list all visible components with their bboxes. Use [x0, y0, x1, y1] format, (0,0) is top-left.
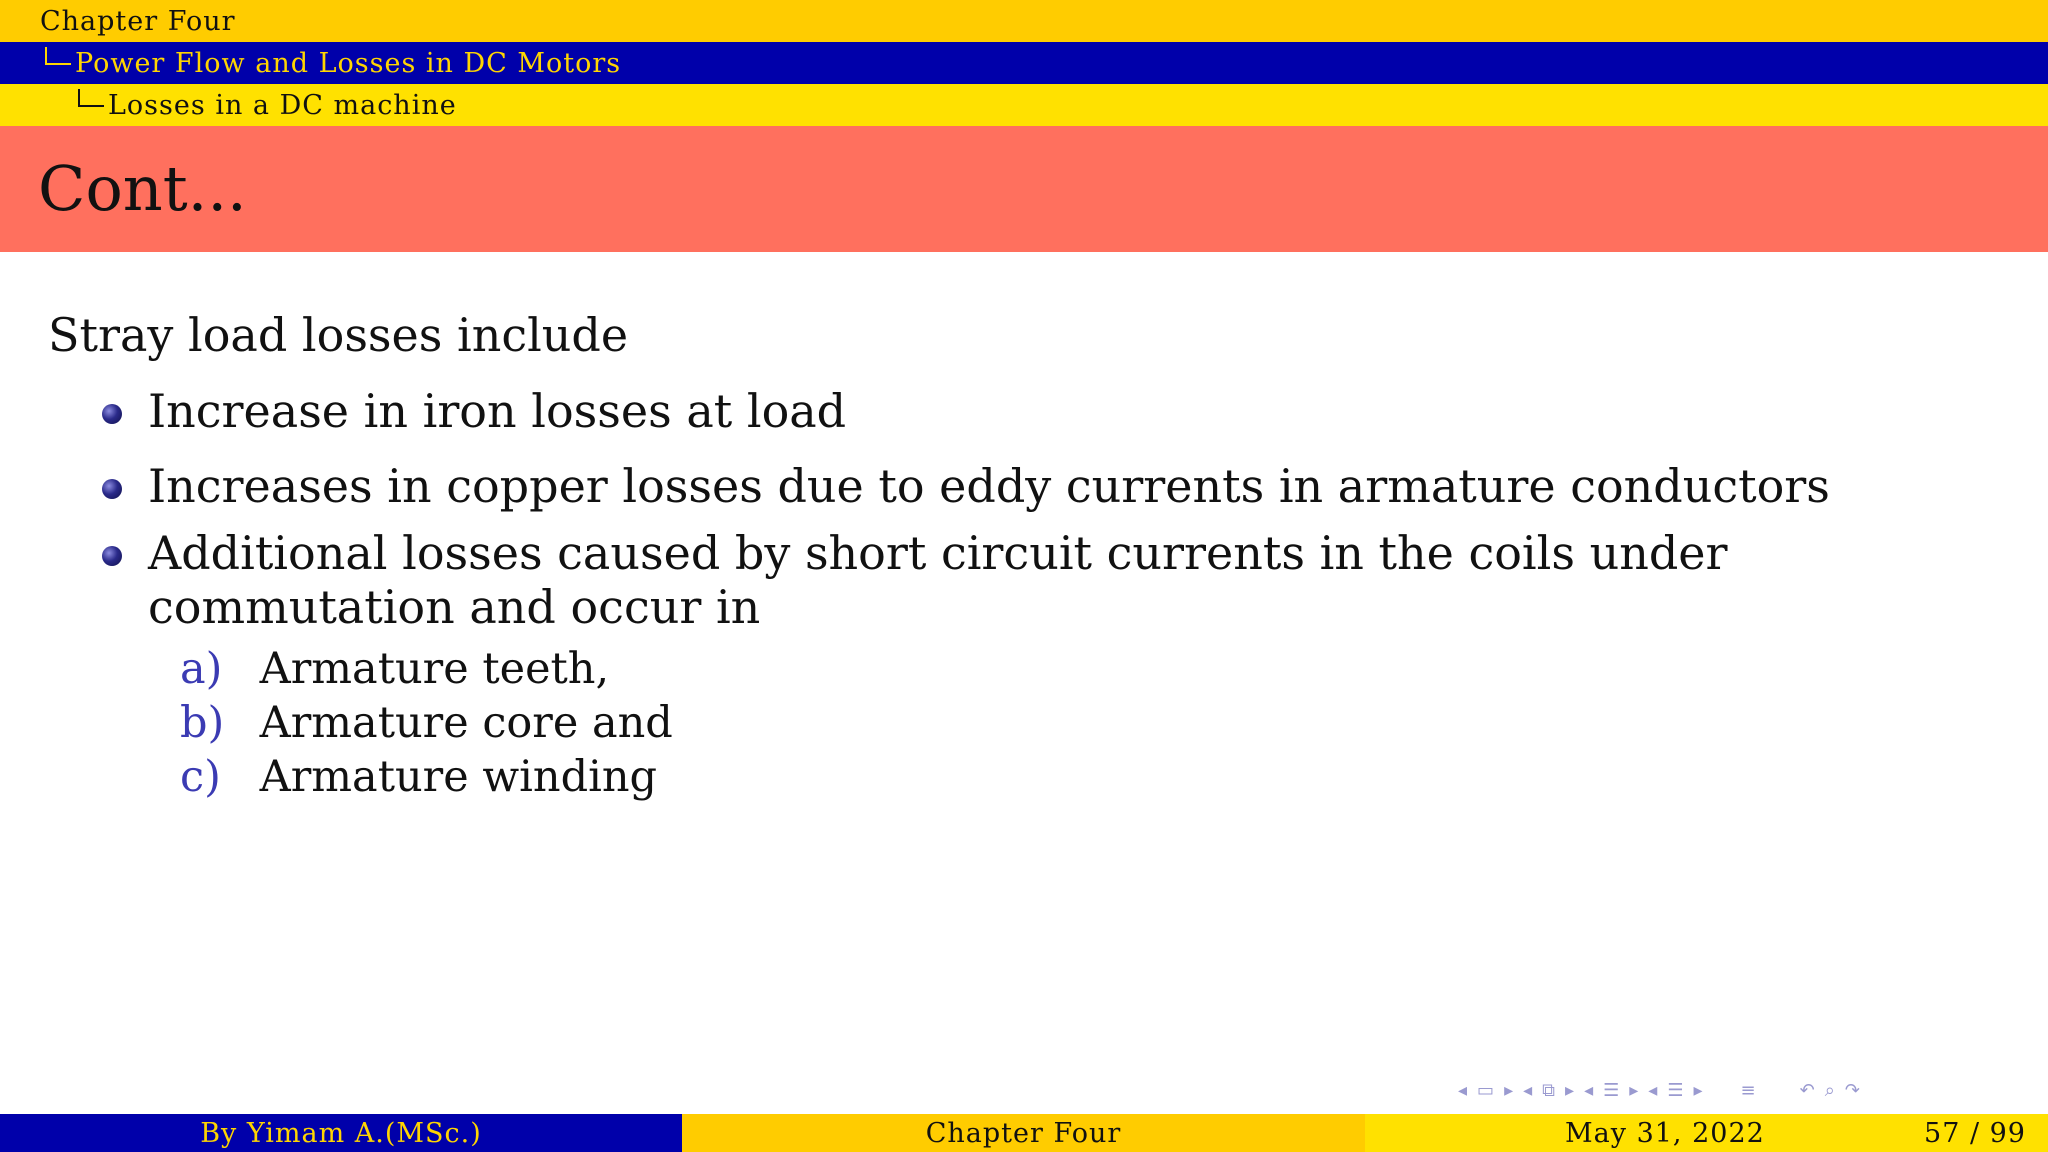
header-section-label: Power Flow and Losses in DC Motors	[75, 47, 622, 79]
footer-page-number: 57 / 99	[1924, 1117, 2026, 1149]
nav-search-icon[interactable]: ⌕	[1824, 1079, 1835, 1101]
sub-list-item	[180, 642, 609, 696]
footer-date: May 31, 2022	[1565, 1117, 1765, 1149]
header-subsection-bar[interactable]	[0, 84, 2048, 126]
nav-prev-icon[interactable]: ◂	[1458, 1079, 1468, 1101]
nav-subsection-icon[interactable]: ⧉	[1542, 1079, 1556, 1101]
tree-branch-icon	[45, 47, 71, 65]
nav-prev-icon[interactable]: ◂	[1648, 1079, 1658, 1101]
nav-frame-icon[interactable]: ▭	[1477, 1079, 1495, 1101]
nav-section-icon[interactable]: ☰	[1603, 1079, 1620, 1101]
intro-text: Stray load losses include	[48, 308, 629, 362]
nav-redo-icon[interactable]: ↷	[1844, 1079, 1860, 1101]
sub-list-text: Armature winding	[259, 752, 658, 802]
sub-list-enum: b)	[180, 698, 225, 748]
footer-title	[682, 1114, 1365, 1152]
header-subsection-label: Losses in a DC machine	[108, 89, 457, 121]
footer	[0, 1114, 2048, 1152]
bullet-item: Additional losses caused by short circuit currents in the coils under commutation and occur in	[148, 526, 1728, 634]
nav-document-icon[interactable]: ☰	[1667, 1079, 1684, 1101]
sub-list-enum: c)	[180, 752, 221, 802]
frame-title-bar	[0, 126, 2048, 252]
footer-author-text: By Yimam A.(MSc.)	[200, 1117, 482, 1149]
frame-title: Cont...	[38, 152, 247, 225]
bullet-item: Increases in copper losses due to eddy currents in armature conductors	[148, 459, 1830, 513]
sub-list-text: Armature core and	[259, 698, 673, 748]
header-chapter-label: Chapter Four	[40, 5, 236, 37]
nav-undo-icon[interactable]: ↶	[1799, 1079, 1815, 1101]
sub-list-item	[180, 750, 657, 804]
nav-next-icon[interactable]: ▸	[1504, 1079, 1514, 1101]
sub-list-enum: a)	[180, 644, 223, 694]
nav-next-icon[interactable]: ▸	[1565, 1079, 1575, 1101]
header-chapter-bar[interactable]	[0, 0, 2048, 42]
nav-next-icon[interactable]: ▸	[1693, 1079, 1703, 1101]
bullet-icon	[102, 479, 122, 499]
footer-title-text: Chapter Four	[925, 1117, 1122, 1149]
bullet-icon	[102, 404, 122, 424]
sub-list-item	[180, 696, 673, 750]
bullet-item: Increase in iron losses at load	[148, 384, 847, 438]
sub-list-text: Armature teeth,	[259, 644, 610, 694]
nav-align-icon[interactable]: ≡	[1740, 1079, 1756, 1101]
header-section-bar[interactable]	[0, 42, 2048, 84]
footer-date-page	[1365, 1114, 2048, 1152]
tree-branch-icon	[78, 89, 104, 107]
nav-prev-icon[interactable]: ◂	[1523, 1079, 1533, 1101]
bullet-icon	[102, 546, 122, 566]
footer-author	[0, 1114, 682, 1152]
nav-prev-icon[interactable]: ◂	[1584, 1079, 1594, 1101]
nav-next-icon[interactable]: ▸	[1629, 1079, 1639, 1101]
navigation-bar	[1458, 1076, 1870, 1104]
